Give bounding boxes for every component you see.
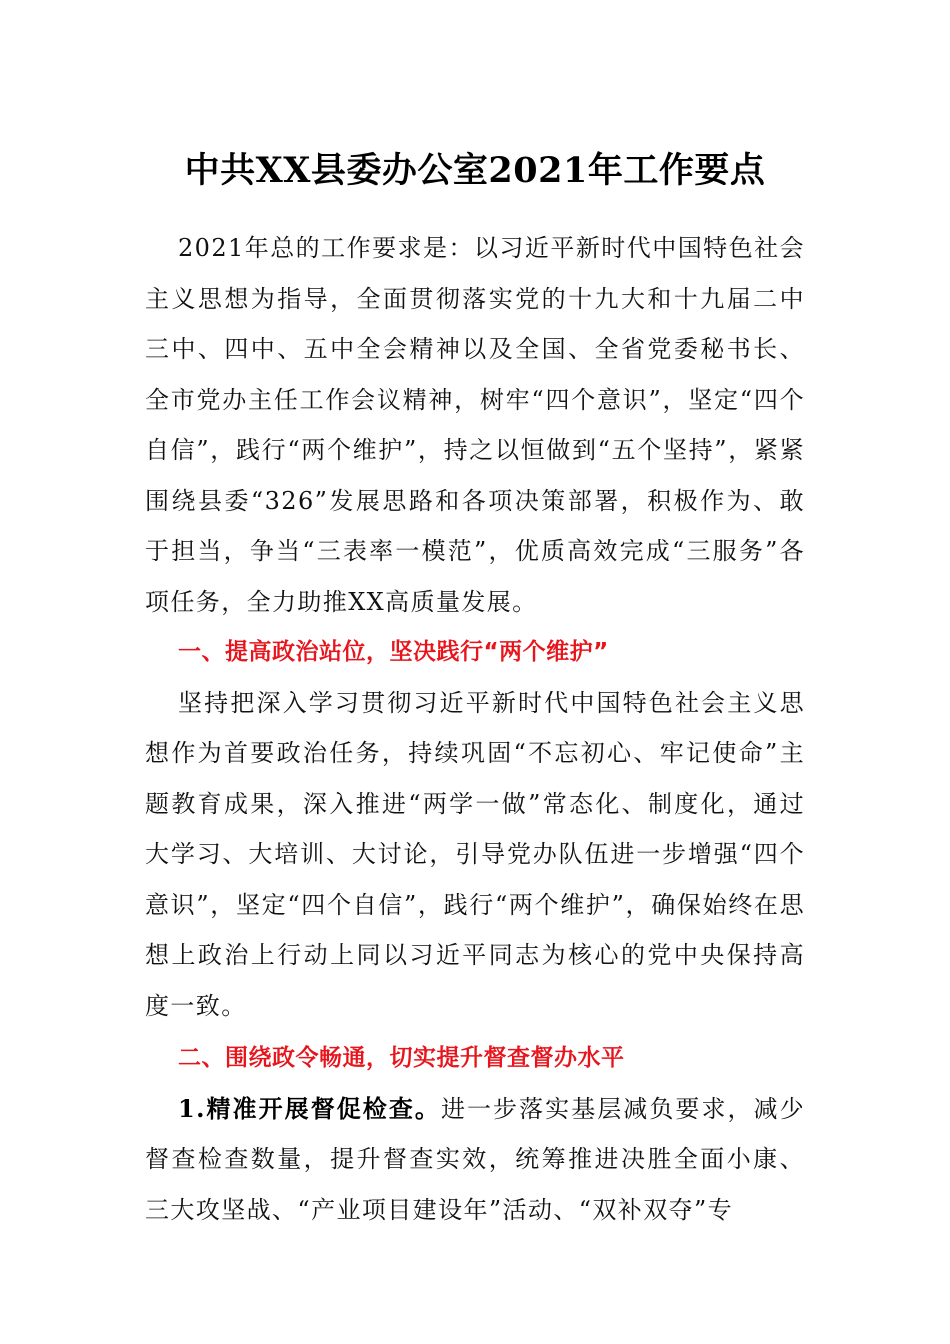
document-body (145, 223, 805, 1235)
section-heading-2: 二、围绕政令畅通，切实提升督查督办水平 (178, 1045, 625, 1071)
intro-paragraph: 2021年总的工作要求是：以习近平新时代中国特色社会主义思想为指导，全面贯彻落实党的十九大和十九届二中三中、四中、五中全会精神以及全国、全省党委秘书长、全市党办主任工作会议精神，树牢“四个意识”，坚定“四个自信”，践行“两个维护”，持之以恒做到“五个坚持”，紧紧围绕县委“326”发展思路和各项决策部署，积极作为、敢于担当，争当“三表率一模范”，优质高效完成“三服务”各项任务，全力助推XX高质量发展。 (145, 234, 805, 616)
section-2-item-1 (145, 1084, 805, 1236)
document-title: 中共XX县委办公室2021年工作要点 (184, 150, 766, 191)
item-1-lead: 1.精准开展督促检查。 (178, 1093, 441, 1123)
section-1-paragraph: 坚持把深入学习贯彻习近平新时代中国特色社会主义思想作为首要政治任务，持续巩固“不忘初心、牢记使命”主题教育成果，深入推进“两学一做”常态化、制度化，通过大学习、大培训、大讨论，引导党办队伍进一步增强“四个意识”，坚定“四个自信”，践行“两个维护”，确保始终在思想上政治上行动上同以习近平同志为核心的党中央保持高度一致。 (145, 688, 805, 1020)
section-heading-1: 一、提高政治站位，坚决践行“两个维护” (178, 639, 609, 665)
item-1-text: 进一步落实基层减负要求，减少督查检查数量，提升督查实效，统筹推进决胜全面小康、三大攻坚战、“产业项目建设年”活动、“双补双夺”专 (145, 1094, 805, 1224)
